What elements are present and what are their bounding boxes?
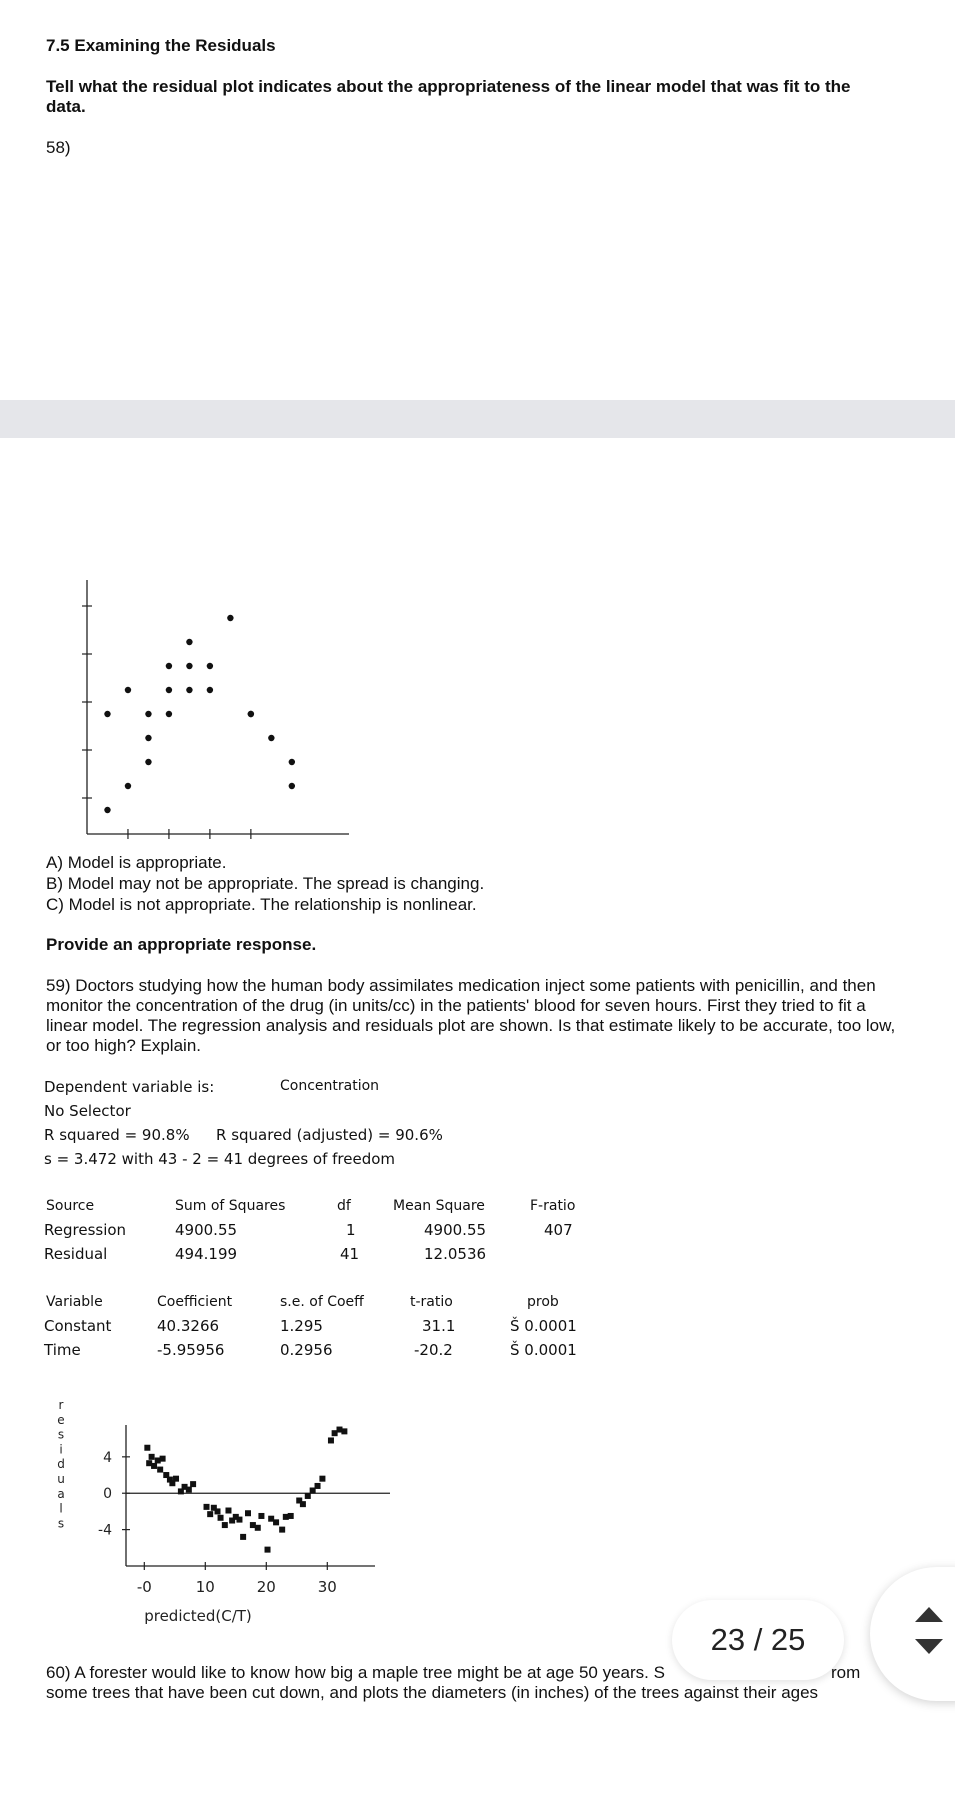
y-axis-label-letter: d	[57, 1457, 65, 1472]
residual-point	[236, 1517, 242, 1523]
anova-header-ss: Sum of Squares	[175, 1198, 286, 1214]
anova-cell: Regression	[44, 1221, 127, 1239]
data-point	[104, 711, 110, 717]
anova-cell: 4900.55	[175, 1221, 238, 1239]
choice-b[interactable]: B) Model may not be appropriate. The spread is changing.	[46, 874, 485, 893]
data-point	[289, 759, 295, 765]
residual-point	[151, 1463, 157, 1469]
residual-point	[157, 1467, 163, 1473]
residual-point	[319, 1476, 325, 1482]
regression-output	[44, 1078, 544, 1173]
coef-cell: -20.2	[414, 1341, 453, 1359]
residual-point	[341, 1428, 347, 1434]
q60-line1-end: rom	[831, 1663, 861, 1682]
coef-header-se: s.e. of Coeff	[280, 1294, 364, 1310]
y-axis-label-letter: l	[59, 1501, 63, 1516]
q58-scatter-plot	[70, 560, 360, 845]
data-point	[207, 663, 213, 669]
residual-point	[328, 1437, 334, 1443]
anova-header-source: Source	[46, 1198, 95, 1214]
coef-cell: Constant	[44, 1317, 112, 1335]
anova-cell: Residual	[44, 1245, 108, 1263]
dep-var-label: Dependent variable is:	[44, 1078, 215, 1096]
q58-number: 58)	[46, 138, 71, 157]
r-squared-adjusted: R squared (adjusted) = 90.6%	[216, 1126, 443, 1144]
anova-header-f: F-ratio	[530, 1198, 576, 1214]
data-point	[186, 687, 192, 693]
anova-cell: 41	[340, 1245, 360, 1263]
data-point	[104, 807, 110, 813]
anova-cell: 407	[544, 1221, 573, 1239]
residual-point	[149, 1454, 155, 1460]
data-point	[166, 711, 172, 717]
x-tick-label: 10	[195, 1578, 215, 1596]
page-down-icon[interactable]	[915, 1639, 943, 1654]
residual-point	[207, 1511, 213, 1517]
coefficient-table	[44, 1294, 604, 1364]
coef-cell: Š 0.0001	[510, 1341, 577, 1359]
residual-point	[144, 1445, 150, 1451]
coef-cell: 0.2956	[280, 1341, 333, 1359]
data-point	[145, 711, 151, 717]
residual-point	[160, 1456, 166, 1462]
coef-cell: Š 0.0001	[510, 1317, 577, 1335]
y-tick-label: 4	[103, 1449, 112, 1466]
page-up-icon[interactable]	[915, 1607, 943, 1622]
anova-cell: 12.0536	[424, 1245, 487, 1263]
y-tick-label: 0	[103, 1486, 112, 1503]
q60-line2: some trees that have been cut down, and plots the diameters (in inches) of the trees against their ages	[46, 1683, 819, 1702]
choice-c[interactable]: C) Model is not appropriate. The relationship is nonlinear.	[46, 895, 477, 914]
data-point	[227, 615, 233, 621]
q59-instruction: Provide an appropriate response.	[46, 935, 317, 954]
x-tick-label: -0	[136, 1578, 152, 1596]
r-squared: R squared = 90.8%	[44, 1126, 190, 1144]
choice-a[interactable]: A) Model is appropriate.	[46, 853, 227, 872]
coef-cell: -5.95956	[157, 1341, 225, 1359]
y-axis-label-letter: s	[57, 1516, 65, 1531]
y-axis-label-letter: s	[57, 1427, 65, 1442]
page-indicator	[672, 1600, 844, 1680]
section-title: 7.5 Examining the Residuals	[46, 36, 276, 55]
coef-cell: 1.295	[280, 1317, 323, 1335]
page-separator	[0, 400, 955, 438]
residual-point	[222, 1522, 228, 1528]
y-axis-label-letter: e	[57, 1412, 65, 1427]
coef-cell: Time	[44, 1341, 81, 1359]
selector-text: No Selector	[44, 1102, 131, 1120]
residual-point	[265, 1547, 271, 1553]
anova-cell: 4900.55	[424, 1221, 487, 1239]
anova-header-df: df	[337, 1198, 351, 1214]
residual-point	[279, 1527, 285, 1533]
data-point	[125, 687, 131, 693]
coef-header-t: t-ratio	[410, 1294, 453, 1310]
residual-point	[245, 1510, 251, 1516]
page-indicator-text: 23 / 25	[710, 1622, 806, 1657]
data-point	[186, 663, 192, 669]
dep-var-value: Concentration	[280, 1078, 380, 1094]
residuals-plot	[40, 1395, 400, 1645]
residual-point	[258, 1513, 264, 1519]
x-tick-label: 20	[256, 1578, 276, 1596]
residual-point	[255, 1525, 261, 1531]
coef-header-prob: prob	[527, 1294, 559, 1310]
anova-header-ms: Mean Square	[393, 1198, 485, 1214]
residual-point	[218, 1515, 224, 1521]
data-point	[268, 735, 274, 741]
coef-header-coefficient: Coefficient	[157, 1294, 233, 1310]
residual-point	[288, 1513, 294, 1519]
residual-point	[315, 1483, 321, 1489]
residual-point	[305, 1493, 311, 1499]
y-axis-label-letter: r	[58, 1398, 64, 1412]
residual-point	[215, 1508, 221, 1514]
anova-cell: 1	[346, 1221, 356, 1239]
data-point	[248, 711, 254, 717]
coef-header-variable: Variable	[46, 1294, 103, 1310]
y-tick-label: -4	[98, 1522, 112, 1539]
x-axis-label: predicted(C/T)	[144, 1607, 252, 1625]
q58-choices	[46, 852, 484, 915]
residual-point	[300, 1501, 306, 1507]
data-point	[289, 783, 295, 789]
residual-point	[240, 1534, 246, 1540]
q59-text: 59) Doctors studying how the human body assimilates medication inject some patients with penicillin, and then monitor the concentration of the drug (in units/cc) in the patients' blood for seven hours. First they tried to fit a linear model. The regression analysis and residuals plot are shown. Is that estimate likely to be accurate, too low, or too high? Explain.	[46, 976, 896, 1055]
coef-cell: 40.3266	[157, 1317, 220, 1335]
q58-instruction: Tell what the residual plot indicates about the appropriateness of the linear model that was fit to the data.	[46, 77, 851, 116]
residual-point	[204, 1504, 210, 1510]
data-point	[166, 687, 172, 693]
residual-point	[225, 1508, 231, 1514]
anova-cell: 494.199	[175, 1245, 238, 1263]
data-point	[145, 735, 151, 741]
y-axis-label-letter: i	[59, 1442, 63, 1457]
data-point	[186, 639, 192, 645]
residual-point	[273, 1519, 279, 1525]
residual-point	[186, 1487, 192, 1493]
coef-cell: 31.1	[422, 1317, 456, 1335]
anova-table	[44, 1198, 604, 1268]
data-point	[207, 687, 213, 693]
y-axis-label-letter: a	[57, 1486, 65, 1501]
q60-line1-start: 60) A forester would like to know how big a maple tree might be at age 50 years. S	[46, 1663, 665, 1682]
x-tick-label: 30	[317, 1578, 337, 1596]
data-point	[125, 783, 131, 789]
data-point	[145, 759, 151, 765]
y-axis-label-letter: u	[57, 1472, 65, 1486]
residual-point	[173, 1476, 179, 1482]
s-degrees-freedom: s = 3.472 with 43 - 2 = 41 degrees of freedom	[44, 1150, 396, 1168]
data-point	[166, 663, 172, 669]
residual-point	[190, 1481, 196, 1487]
